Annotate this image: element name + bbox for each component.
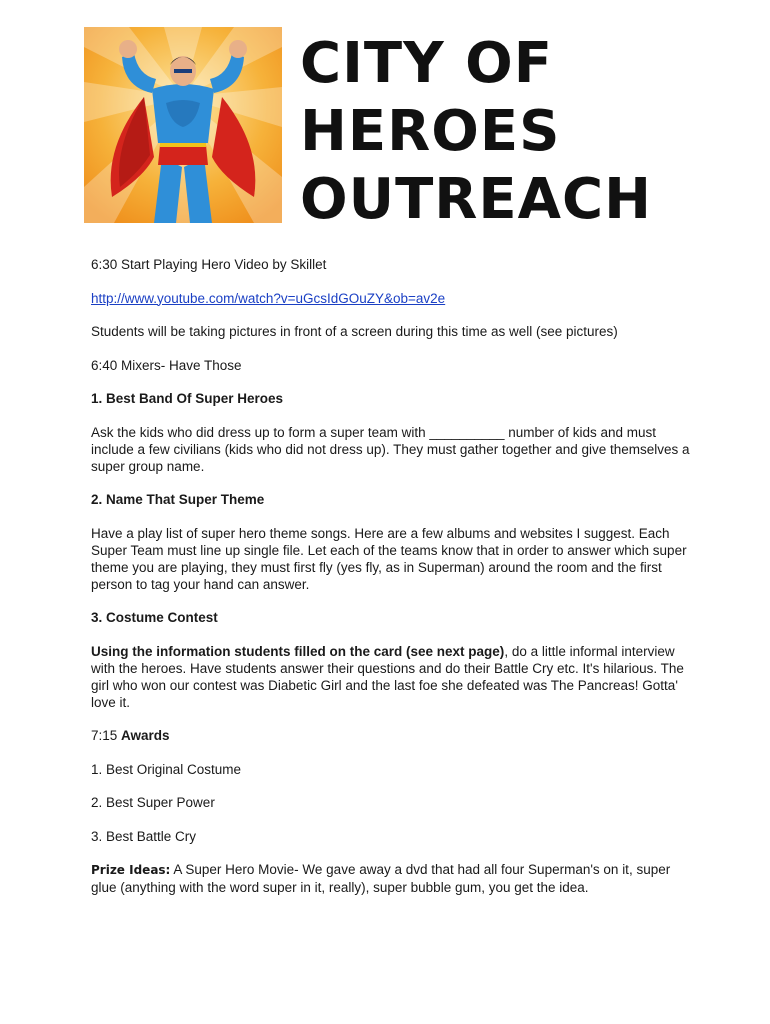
- awards-time: 7:15: [91, 728, 122, 743]
- section-1-heading: 1. Best Band Of Super Heroes: [91, 391, 284, 406]
- section-2-heading: 2. Name That Super Theme: [91, 492, 265, 507]
- prize-ideas: [91, 861, 691, 896]
- schedule-line-mixers: 6:40 Mixers- Have Those: [91, 357, 242, 373]
- prize-ideas-text: A Super Hero Movie- We gave away a dvd that had all four Superman's on it, super glue (anything with the word super in it, really), super bubble gum, you get the idea.: [91, 862, 671, 895]
- title-line-1: CITY OF: [300, 31, 554, 96]
- section-3-heading: 3. Costume Contest: [91, 610, 218, 625]
- video-link-paragraph: [91, 290, 691, 307]
- superhero-illustration: [84, 27, 282, 223]
- award-item-2: 2. Best Super Power: [91, 795, 215, 810]
- awards-label: Awards: [121, 728, 170, 743]
- schedule-line-video: 6:30 Start Playing Hero Video by Skillet: [91, 257, 327, 272]
- title-line-2: HEROES: [300, 99, 561, 164]
- section-1-body: Ask the kids who did dress up to form a super team with __________ number of kids and must include a few civilians (kids who did not dress up). They must gather together and give themselves a super group name.: [91, 424, 690, 474]
- page-title: [300, 30, 652, 234]
- section-2-body: Have a play list of super hero theme songs. Here are a few albums and websites I suggest. Each Super Team must line up single file. Let each of the teams know that in order to answer which super theme you are playing, they must first fly (yes fly, as in Superman) around the room and the first person to tag your hand can answer.: [91, 525, 687, 592]
- video-link[interactable]: http://www.youtube.com/watch?v=uGcsIdGOuZY&ob=av2e: [91, 290, 446, 306]
- pictures-note: Students will be taking pictures in front of a screen during this time as well (see pictures): [91, 324, 618, 339]
- prize-ideas-label: Prize Ideas:: [91, 863, 171, 877]
- document-body: [91, 256, 691, 913]
- awards-heading: [91, 727, 691, 744]
- section-3-bold-lead: Using the information students filled on the card (see next page): [91, 643, 505, 659]
- section-3-rest: , do a little informal interview with the heroes. Have students answer their questions and do their Battle Cry etc. It's hilarious. The girl who won our contest was Diabetic Girl and the last foe she defeated was The Pancreas! Gotta' love it.: [91, 643, 684, 710]
- title-line-3: OUTREACH: [300, 167, 652, 232]
- award-item-3: 3. Best Battle Cry: [91, 828, 197, 844]
- section-3-body: [91, 643, 691, 711]
- award-item-1: 1. Best Original Costume: [91, 761, 242, 777]
